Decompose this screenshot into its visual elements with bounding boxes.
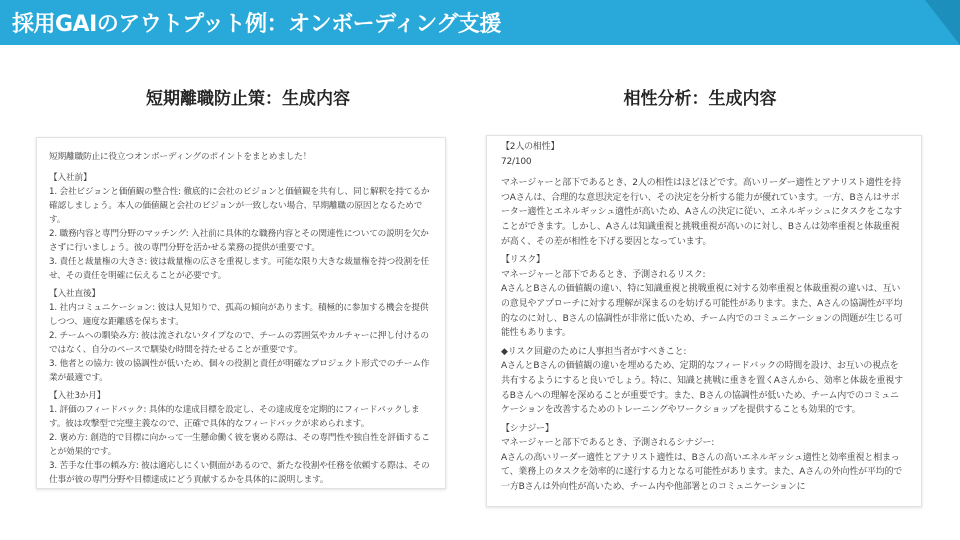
synergy-text: Aさんの高いリーダー適性とアナリスト適性は、Bさんの高いエネルギッシュ適性と効率重視と相まって、業務上のタスクを効率的に遂行する力となる可能性があります。また、Aさんの外向性が平均的で一方Bさんは外向性が高いため、チーム内や他部署とのコミュニケーションに [501,452,903,493]
list-item: 3. 責任と裁量権の大きさ: 彼は裁量権の広さを重視します。可能な限り大きな裁量権を持つ役割を任せ、その責任を明確に伝えることが必要です。 [49,257,430,281]
slide-title: 採用GAIのアウトプット例：オンボーディング支援 [12,12,501,37]
list-item: 1. 会社ビジョンと価値観の整合性: 徹底的に会社のビジョンと価値観を共有し、同じ解釈を持てるか確認しましょう。本人の価値観と会社のビジョンが一致しない場合、早期離職の原因となるためです。 [49,187,430,225]
right-section-heading: 相性分析：生成内容 [623,89,777,109]
compat-score: 72/100 [501,156,532,167]
onboarding-output-panel [36,137,446,489]
section-heading-just-after-join: 【入社直後】 [49,289,100,299]
left-section-heading: 短期離職防止策：生成内容 [146,89,350,109]
risk-avoidance-heading: ◆リスク回避のために人事担当者がすべきこと: [501,346,687,357]
risk-avoidance-text: AさんとBさんの価値観の違いを埋めるため、定期的なフィードバックの時間を設け、お互いの視点を共有するようにすると良いでしょう。特に、知識と挑戦に重きを置くAさんから、効率と体裁を重視するBさんへの理解を深めることが重要です。また、Bさんの協調性が低いため、チーム内でのコミュニケーションを改善するためのトレーニングやワークショップを提供することも効果的です。 [501,361,903,416]
synergy-lead: マネージャーと部下であるとき、予測されるシナジー: [501,438,715,449]
section-heading-pre-join: 【入社前】 [49,173,92,183]
list-item: 3. 苦手な仕事の頼み方: 彼は適応しにくい側面があるので、新たな役割や任務を依頼する際は、その仕事が彼の専門分野や目標達成にどう貢献するかを具体的に説明します。 [49,461,430,485]
header-accent-shape [925,0,960,45]
risk-lead: マネージャーと部下であるとき、予測されるリスク: [501,269,706,280]
compatibility-output-panel [486,135,922,507]
compat-heading: 【2人の相性】 [501,142,560,152]
risk-heading: 【リスク】 [501,255,545,266]
list-item: 2. チームへの馴染み方: 彼は流されないタイプなので、チームの雰囲気やカルチャーに押し付けるのではなく、自分のペースで馴染む時間を持たせることが重要です。 [49,331,429,355]
list-item: 3. 他者との協力: 彼の協調性が低いため、個々の役割と責任が明確なプロジェクト形式でのチーム作業が最適です。 [49,359,430,383]
list-item: 1. 社内コミュニケーション: 彼は人見知りで、孤高の傾向があります。積極的に参加する機会を提供しつつ、適度な距離感を保ちます。 [49,303,429,327]
intro-text: 短期離職防止に役立つオンボーディングのポイントをまとめました！ [49,152,312,162]
synergy-heading: 【シナジー】 [501,423,554,434]
risk-text: AさんとBさんの価値観の違い、特に知識重視と挑戦重視に対する効率重視と体裁重視の違いは、互いの意見やアプローチに対する理解が深まるのを妨げる可能性があります。また、Aさんの協調性が平均的なのに対し、Bさんの協調性が非常に低いため、チーム内でのコミュニケーションの問題が生じる可能性もあります。 [501,284,903,339]
section-heading-three-months: 【入社3か月】 [49,391,106,401]
list-item: 1. 評価のフィードバック: 具体的な達成目標を設定し、その達成度を定期的にフィードバックします。彼は攻撃型で完璧主義なので、正確で具体的なフィードバックが求められます。 [49,405,420,429]
list-item: 2. 職務内容と専門分野のマッチング: 入社前に具体的な職務内容とその関連性についての説明を欠かさずに行いましょう。彼の専門分野を活かせる業務の提供が重要です。 [49,229,429,253]
compat-text: マネージャーと部下であるとき、2人の相性はほどほどです。高いリーダー適性とアナリスト適性を持つAさんは、合理的な意思決定を行い、その決定を分析する能力が優れています。一方、Bさんはサポーター適性とエネルギッシュ適性が高いため、Aさんの決定に従い、エネルギッシュにタスクをこなすことができます。しかし、Aさんは知識重視と挑戦重視が高いのに対し、Bさんは効率重視と体裁重視が高く、その差が相性を下げる要因となっています。 [501,178,902,247]
list-item: 2. 褒め方: 創造的で目標に向かって一生懸命働く彼を褒める際は、その専門性や独自性を評価することが効果的です。 [49,433,430,457]
